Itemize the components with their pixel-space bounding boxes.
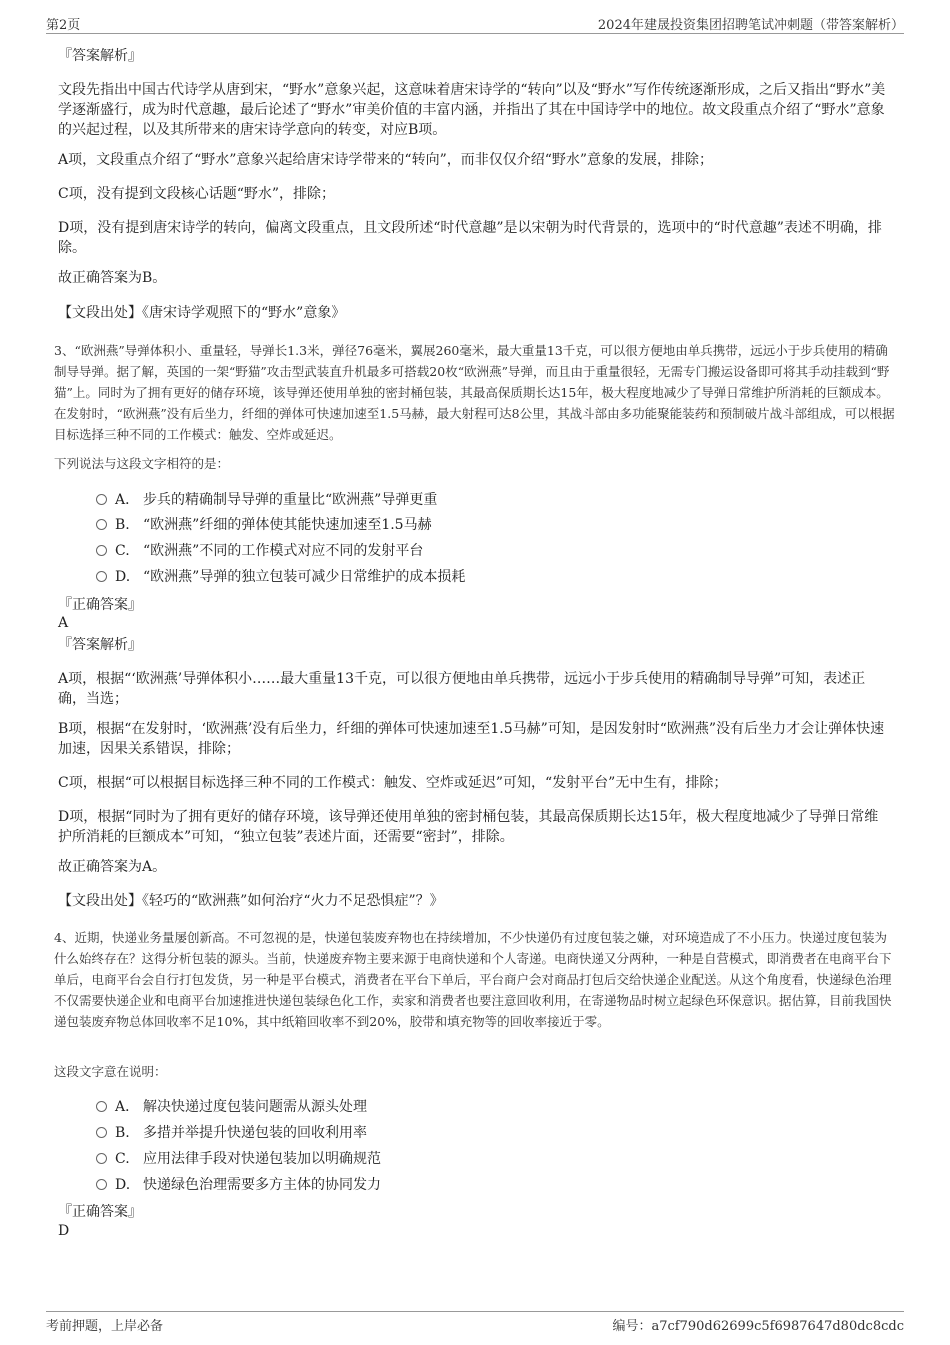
footer-slogan: 考前押题，上岸必备	[46, 1319, 164, 1334]
q4-answer-label: 『正确答案』	[58, 1204, 142, 1220]
radio-icon[interactable]	[96, 545, 107, 556]
q4-option-a[interactable]: A． 解决快递过度包装问题需从源头处理	[96, 1097, 367, 1117]
q4-answer: D	[58, 1223, 70, 1239]
radio-icon[interactable]	[96, 1101, 107, 1112]
radio-icon[interactable]	[96, 519, 107, 530]
q3-passage: 3、“欧洲燕”导弹体积小、重量轻，导弹长1.3米，弹径76毫米，翼展260毫米，最大重量13千克，可以很方便地由单兵携带，远远小于步兵使用的精确制导导弹。据了解，英国的一架“野猫”攻击型武装直升机最多可搭载20枚“欧洲燕”导弹，而且由于重量很轻，无需专门搬运设备即可将其手动挂载到“野猫”上。同时为了拥有更好的储存环境，该导弹还使用单独的密封桶包装，其最高保质期长达15年，极大程度地减少了导弹日常维护所消耗的巨额成本。在发射时，“欧洲燕”没有后坐力，纤细的弹体可快速加速至1.5马赫，最大射程可达8公里，其战斗部由多功能聚能装药和预制破片战斗部组成，可以根据目标选择三种不同的工作模式：触发、空炸或延迟。	[54, 343, 895, 442]
q2-source: 【文段出处】《唐宋诗学观照下的“野水”意象》	[58, 305, 346, 321]
q2-analysis-option-c: C项，没有提到文段核心话题“野水”，排除；	[58, 186, 336, 202]
q3-analysis-option-d: D项，根据“同时为了拥有更好的储存环境，该导弹还使用单独的密封桶包装，其最高保质期长达15年，极大程度地减少了导弹日常维护所消耗的巨额成本”可知，“独立包装”表述片面，还需要“密封”，排除。	[58, 809, 879, 845]
q3-option-d[interactable]: D. “欧洲燕”导弹的独立包装可减少日常维护的成本损耗	[96, 567, 465, 587]
radio-icon[interactable]	[96, 1153, 107, 1164]
page-footer	[46, 1311, 904, 1335]
q3-answer-label: 『正确答案』	[58, 597, 142, 613]
q3-analysis-label: 『答案解析』	[58, 637, 142, 653]
page-number: 第2页	[46, 18, 81, 33]
radio-icon[interactable]	[96, 571, 107, 582]
q3-analysis-option-b: B项，根据“在发射时，‘欧洲燕’没有后坐力，纤细的弹体可快速加速至1.5马赫”可知，是因发射时“欧洲燕”没有后坐力才会让弹体快速加速，因果关系错误，排除；	[58, 721, 885, 757]
q3-answer: A	[58, 615, 69, 631]
q3-source: 【文段出处】《轻巧的“欧洲燕”如何治疗“火力不足恐惧症”？》	[58, 893, 444, 909]
q3-option-a[interactable]: A． 步兵的精确制导导弹的重量比“欧洲燕”导弹更重	[96, 490, 437, 510]
q2-analysis-paragraph: 文段先指出中国古代诗学从唐到宋，“野水”意象兴起，这意味着唐宋诗学的“转向”以及“野水”写作传统逐渐形成，之后又指出“野水”美学逐渐盛行，成为时代意趣，最后论述了“野水”审美价值的丰富内涵，并指出了其在中国诗学中的地位。故文段重点介绍了“野水”意象的兴起过程，以及其所带来的唐宋诗学意向的转变，对应B项。	[58, 82, 886, 138]
document-title: 2024年建晟投资集团招聘笔试冲刺题（带答案解析）	[597, 18, 904, 33]
q3-prompt: 下列说法与这段文字相符的是：	[54, 456, 230, 471]
page-header	[46, 12, 904, 34]
q2-analysis-label: 『答案解析』	[58, 48, 142, 64]
q4-option-b[interactable]: B. 多措并举提升快递包装的回收利用率	[96, 1123, 367, 1143]
q3-option-b[interactable]: B. “欧洲燕”纤细的弹体使其能快速加速至1.5马赫	[96, 515, 432, 535]
radio-icon[interactable]	[96, 494, 107, 505]
q2-conclusion: 故正确答案为B。	[58, 270, 167, 286]
q2-analysis-option-a: A项，文段重点介绍了“野水”意象兴起给唐宋诗学带来的“转向”，而非仅仅介绍“野水”意象的发展，排除；	[58, 152, 714, 168]
radio-icon[interactable]	[96, 1179, 107, 1190]
q4-option-d[interactable]: D. 快递绿色治理需要多方主体的协同发力	[96, 1175, 381, 1195]
q4-passage: 4、近期，快递业务量屡创新高。不可忽视的是，快递包装废弃物也在持续增加，不少快递仍有过度包装之嫌，对环境造成了不小压力。快递过度包装为什么始终存在？这得分析包装的源头。当前，快递废弃物主要来源于电商快递和个人寄递。电商快递又分两种，一种是自营模式，即消费者在电商平台下单后，电商平台会自行打包发货，另一种是平台模式，消费者在平台下单后，平台商户会对商品打包后交给快递企业配送。从这个角度看，快递绿色治理不仅需要快递企业和电商平台加速推进快递包装绿色化工作，卖家和消费者也要注意回收利用，在寄递物品时树立起绿色环保意识。据估算，目前我国快递包装废弃物总体回收率不足10%，其中纸箱回收率不到20%，胶带和填充物等的回收率接近于零。	[54, 930, 892, 1029]
q3-option-c[interactable]: C. “欧洲燕”不同的工作模式对应不同的发射平台	[96, 541, 423, 561]
document-code: 编号：a7cf790d62699c5f6987647d80dc8cdc	[612, 1319, 904, 1334]
radio-icon[interactable]	[96, 1127, 107, 1138]
q4-option-c[interactable]: C. 应用法律手段对快递包装加以明确规范	[96, 1149, 381, 1169]
q4-prompt: 这段文字意在说明：	[54, 1064, 167, 1079]
q3-conclusion: 故正确答案为A。	[58, 859, 167, 875]
q2-analysis-option-d: D项，没有提到唐宋诗学的转向，偏离文段重点，且文段所述“时代意趣”是以宋朝为时代背景的，选项中的“时代意趣”表述不明确，排除。	[58, 220, 882, 256]
q3-analysis-option-c: C项，根据“可以根据目标选择三种不同的工作模式：触发、空炸或延迟”可知，“发射平台”无中生有，排除；	[58, 775, 728, 791]
q3-analysis-option-a: A项，根据“‘欧洲燕’导弹体积小……最大重量13千克，可以很方便地由单兵携带，远远小于步兵使用的精确制导导弹”可知，表述正确，当选；	[58, 671, 866, 707]
